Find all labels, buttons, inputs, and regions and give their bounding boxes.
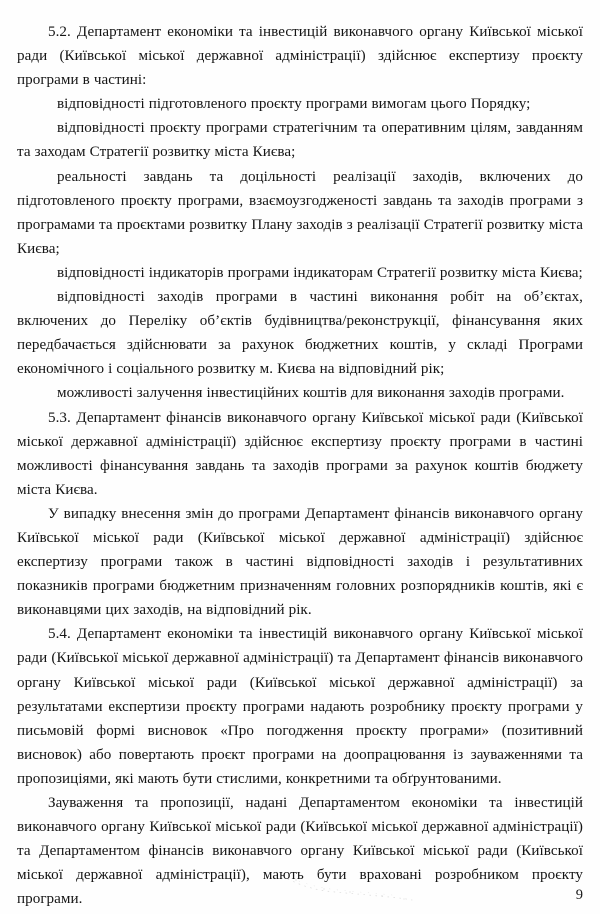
paragraph-sub-item-4: відповідності індикаторів програми індикаторам Стратегії розвитку міста Києва; [57, 264, 583, 281]
paragraph-sub-item-6: можливості залучення інвестиційних коштів для виконання заходів програми. [57, 385, 565, 402]
paragraph-sub-item-2: відповідності проєкту програми стратегічним та оперативним цілям, завданням та заходам Стратегії розвитку міста Києва; [17, 120, 583, 161]
page-number: 9 [575, 887, 583, 903]
paragraph-sub-item-5: відповідності заходів програми в частині виконання робіт на об’єктах, включених до Переліку об’єктів будівництва/реконструкції, фінансування яких передбачається здійснювати за рахунок бюджетних коштів, у складі Програми економічного і соціального розвитку м. Києва на відповідний рік; [17, 289, 583, 378]
paragraph-clause-5-4: 5.4. Департамент економіки та інвестицій виконавчого органу Київської міської ради (Київської міської державної адміністрації) та Департамент фінансів виконавчого органу Київської міської ради (Київської міської державної адміністрації) за результатами експертизи проєкту програми надають розробнику проєкту програми у письмовій формі висновок «Про погодження проєкту програми» (позитивний висновок) або повертають проєкт програми на доопрацювання із зауваженнями та пропозиціями, які мають бути стислими, конкретними та обґрунтованими. [17, 626, 583, 787]
paragraph-clause-5-4-continuation: Зауваження та пропозиції, надані Департаментом економіки та інвестицій виконавчого органу Київської міської ради (Київської міської державної адміністрації) та Департаментом фінансів виконавчого органу Київської міської ради (Київської міської державної адміністрації), мають бути враховані розробником проєкту програми. [17, 795, 583, 908]
paragraph-clause-5-2: 5.2. Департамент економіки та інвестицій виконавчого органу Київської міської ради (Київської міської державної адміністрації) здійснює експертизу проєкту програми в частині: [17, 24, 583, 89]
paragraph-clause-5-3: 5.3. Департамент фінансів виконавчого органу Київської міської ради (Київської міської державної адміністрації) здійснює експертизу проєкту програми в частині можливості фінансування завдань та заходів програми за рахунок коштів бюджету міста Києва. [17, 409, 583, 498]
paragraph-clause-5-3-continuation: У випадку внесення змін до програми Департамент фінансів виконавчого органу Київської міської ради (Київської міської державної адміністрації) здійснює експертизу програми також в частині відповідності заходів і результативних показників програми бюджетним призначенням головних розпорядників коштів, які є виконавцями цих заходів, на відповідний рік. [17, 505, 583, 619]
document-body [17, 20, 583, 911]
paragraph-sub-item-1: відповідності підготовленого проєкту програми вимогам цього Порядку; [57, 96, 531, 113]
paragraph-sub-item-3: реальності завдань та доцільності реалізації заходів, включених до підготовленого проєкту програми, взаємоузгодженості завдань та заходів програми з програмами та проєктами розвитку Плану заходів з реалізації Стратегії розвитку міста Києва; [17, 168, 583, 257]
